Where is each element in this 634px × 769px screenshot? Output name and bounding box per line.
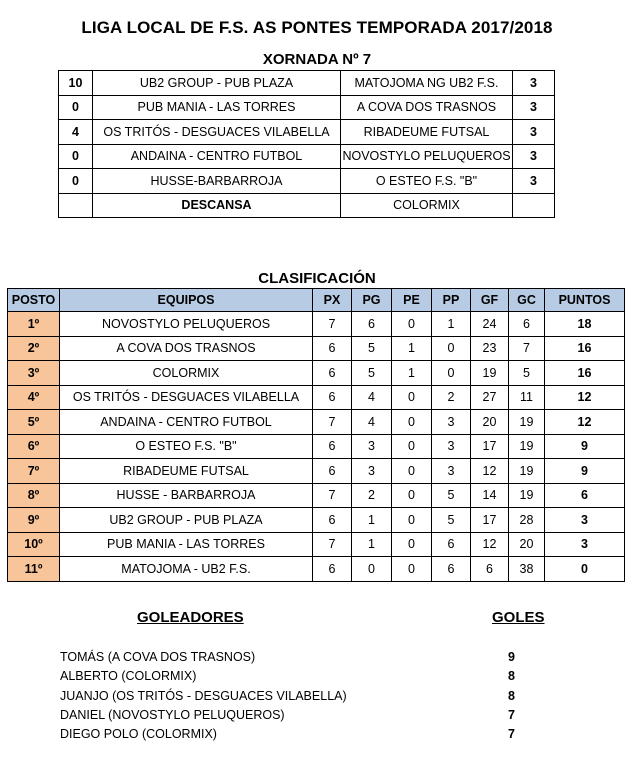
cell-px: 7 [313,532,352,557]
home-score: 0 [59,144,93,169]
goals-header: GOLES [492,609,545,626]
cell-pe: 0 [392,557,432,582]
cell-px: 7 [313,410,352,435]
scorer-name: DANIEL (NOVOSTYLO PELUQUEROS) [60,707,285,722]
scorer-goals: 7 [508,727,515,742]
fixture-row [59,71,555,96]
cell-pts: 0 [545,557,625,582]
cell-px: 6 [313,385,352,410]
away-score: 3 [513,120,555,145]
cell-pe: 0 [392,532,432,557]
cell-pg: 3 [352,434,392,459]
cell-pts: 6 [545,483,625,508]
column-header: PE [392,289,432,312]
cell-gc: 19 [509,483,545,508]
cell-pp: 0 [432,336,471,361]
cell-pos: 11º [8,557,60,582]
table-row [8,410,625,435]
cell-gf: 6 [471,557,509,582]
cell-gc: 6 [509,312,545,337]
cell-pg: 5 [352,361,392,386]
cell-pe: 0 [392,434,432,459]
away-team: NOVOSTYLO PELUQUEROS [341,144,513,169]
home-score [59,193,93,218]
cell-pp: 6 [432,532,471,557]
fixture-row [59,120,555,145]
cell-gc: 20 [509,532,545,557]
cell-pts: 9 [545,434,625,459]
cell-pe: 1 [392,336,432,361]
column-header: EQUIPOS [60,289,313,312]
cell-pts: 16 [545,336,625,361]
cell-pg: 3 [352,459,392,484]
away-score [513,193,555,218]
cell-team: COLORMIX [60,361,313,386]
page-title: LIGA LOCAL DE F.S. AS PONTES TEMPORADA 2017/2018 [81,18,553,37]
cell-pos: 7º [8,459,60,484]
cell-gf: 17 [471,508,509,533]
cell-gf: 12 [471,532,509,557]
cell-px: 6 [313,557,352,582]
table-row [8,557,625,582]
scorer-row [60,708,520,727]
cell-pe: 0 [392,483,432,508]
cell-pe: 0 [392,508,432,533]
column-header: GF [471,289,509,312]
cell-team: NOVOSTYLO PELUQUEROS [60,312,313,337]
table-row [8,532,625,557]
scorer-name: TOMÁS (A COVA DOS TRASNOS) [60,650,256,664]
cell-pts: 12 [545,385,625,410]
cell-gc: 19 [509,459,545,484]
scorer-row [60,689,520,708]
column-header: PP [432,289,471,312]
cell-gf: 23 [471,336,509,361]
cell-pp: 3 [432,410,471,435]
cell-gf: 27 [471,385,509,410]
standings-table [7,288,625,582]
cell-px: 6 [313,434,352,459]
cell-pp: 2 [432,385,471,410]
cell-team: ANDAINA - CENTRO FUTBOL [60,410,313,435]
cell-team: HUSSE - BARBARROJA [60,483,313,508]
cell-pg: 5 [352,336,392,361]
cell-pts: 3 [545,508,625,533]
fixture-row [59,169,555,194]
cell-pos: 8º [8,483,60,508]
scorer-row [60,669,520,688]
column-header: GC [509,289,545,312]
cell-pe: 0 [392,312,432,337]
cell-pp: 3 [432,459,471,484]
cell-gc: 19 [509,434,545,459]
cell-gf: 17 [471,434,509,459]
home-score: 0 [59,169,93,194]
scorer-row [60,727,520,746]
cell-px: 6 [313,336,352,361]
column-header: PG [352,289,392,312]
cell-team: MATOJOMA - UB2 F.S. [60,557,313,582]
away-score: 3 [513,144,555,169]
cell-team: A COVA DOS TRASNOS [60,336,313,361]
cell-pts: 12 [545,410,625,435]
cell-pos: 2º [8,336,60,361]
away-score: 3 [513,169,555,194]
cell-pp: 3 [432,434,471,459]
cell-gc: 7 [509,336,545,361]
home-team: PUB MANIA - LAS TORRES [93,95,341,120]
cell-px: 6 [313,361,352,386]
cell-pts: 3 [545,532,625,557]
home-score: 4 [59,120,93,145]
away-score: 3 [513,95,555,120]
cell-pts: 18 [545,312,625,337]
cell-pp: 5 [432,483,471,508]
table-row [8,361,625,386]
cell-pg: 1 [352,532,392,557]
cell-gf: 14 [471,483,509,508]
cell-pg: 1 [352,508,392,533]
scorer-name: DIEGO POLO (COLORMIX) [60,727,217,742]
away-team: MATOJOMA NG UB2 F.S. [341,71,513,96]
away-team: O ESTEO F.S. "B" [341,169,513,194]
cell-gc: 11 [509,385,545,410]
cell-gf: 12 [471,459,509,484]
cell-pe: 1 [392,361,432,386]
cell-pp: 5 [432,508,471,533]
home-team: ANDAINA - CENTRO FUTBOL [93,144,341,169]
cell-team: RIBADEUME FUTSAL [60,459,313,484]
cell-px: 7 [313,312,352,337]
scorer-goals: 8 [508,688,515,703]
cell-gc: 19 [509,410,545,435]
cell-gf: 20 [471,410,509,435]
scorer-name: ALBERTO (COLORMIX) [60,669,197,684]
cell-pe: 0 [392,459,432,484]
cell-px: 7 [313,483,352,508]
cell-gf: 19 [471,361,509,386]
away-team: COLORMIX [341,193,513,218]
cell-pos: 9º [8,508,60,533]
scorer-name: JUANJO (OS TRITÓS - DESGUACES VILABELLA) [60,688,347,703]
round-title: XORNADA Nº 7 [262,51,372,68]
cell-pos: 4º [8,385,60,410]
cell-pos: 10º [8,532,60,557]
cell-pts: 16 [545,361,625,386]
cell-pos: 6º [8,434,60,459]
cell-gc: 38 [509,557,545,582]
cell-px: 6 [313,459,352,484]
home-score: 0 [59,95,93,120]
cell-gc: 5 [509,361,545,386]
column-header: POSTO [8,289,60,312]
cell-pos: 5º [8,410,60,435]
column-header: PX [313,289,352,312]
cell-team: O ESTEO F.S. "B" [60,434,313,459]
home-team: UB2 GROUP - PUB PLAZA [93,71,341,96]
cell-pg: 0 [352,557,392,582]
home-team: DESCANSA [93,193,341,218]
cell-pp: 1 [432,312,471,337]
scorer-goals: 7 [508,707,515,722]
fixtures-table [58,70,555,218]
cell-pg: 6 [352,312,392,337]
cell-team: UB2 GROUP - PUB PLAZA [60,508,313,533]
cell-gc: 28 [509,508,545,533]
standings-header-row [8,289,625,312]
scorer-goals: 8 [508,669,515,684]
column-header: PUNTOS [545,289,625,312]
cell-pos: 1º [8,312,60,337]
home-score: 10 [59,71,93,96]
cell-pe: 0 [392,385,432,410]
cell-pg: 2 [352,483,392,508]
cell-pg: 4 [352,385,392,410]
scorers-header: GOLEADORES [137,609,244,626]
table-row [8,483,625,508]
table-row [8,508,625,533]
cell-team: OS TRITÓS - DESGUACES VILABELLA [60,385,313,410]
table-row [8,336,625,361]
cell-pp: 6 [432,557,471,582]
fixture-row [59,193,555,218]
home-team: HUSSE-BARBARROJA [93,169,341,194]
cell-pe: 0 [392,410,432,435]
fixture-row [59,144,555,169]
table-row [8,459,625,484]
away-team: A COVA DOS TRASNOS [341,95,513,120]
cell-team: PUB MANIA - LAS TORRES [60,532,313,557]
table-row [8,385,625,410]
scorer-goals: 9 [508,650,515,664]
cell-gf: 24 [471,312,509,337]
cell-pp: 0 [432,361,471,386]
table-row [8,312,625,337]
away-team: RIBADEUME FUTSAL [341,120,513,145]
fixture-row [59,95,555,120]
cell-pg: 4 [352,410,392,435]
away-score: 3 [513,71,555,96]
standings-title: CLASIFICACIÓN [258,270,376,287]
table-row [8,434,625,459]
cell-px: 6 [313,508,352,533]
scorer-row [60,650,520,669]
cell-pts: 9 [545,459,625,484]
home-team: OS TRITÓS - DESGUACES VILABELLA [93,120,341,145]
cell-pos: 3º [8,361,60,386]
